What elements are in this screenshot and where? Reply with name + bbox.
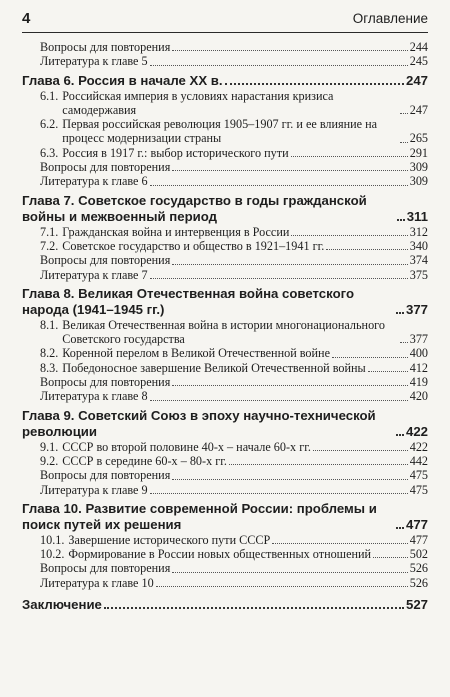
leader-dots [272,542,407,544]
toc-entry[interactable] [22,146,428,160]
leader-dots [150,64,408,66]
chapter-title: Заключение [22,597,102,613]
leader-dots [150,277,408,279]
leader-dots [396,311,404,314]
section-title: Формирование в России новых общественных отношений [68,547,372,562]
section-number: 10.2. [40,547,65,562]
section-title: Гражданская война и интервенция в России [62,224,290,239]
toc-entry-label [22,346,330,360]
leader-dots [172,478,407,480]
toc-entry-page: 442 [409,453,428,468]
leader-dots [400,141,408,143]
toc-entry-page: 420 [409,389,428,404]
chapter-page: 311 [406,208,428,224]
toc-entry-label: Вопросы для повторения [40,561,171,576]
chapter-heading[interactable] [22,286,428,318]
toc-entry-page: 400 [409,346,428,361]
toc-entry-page: 419 [409,375,428,390]
section-title: Россия в 1917 г.: выбор исторического пути [62,145,289,160]
section-title: Коренной перелом в Великой Отечественной войне [62,346,330,361]
chapter-title: Глава 8. Великая Отечественная война советского народа (1941–1945 гг.) [22,285,354,317]
toc-entry-page: 309 [409,174,428,189]
section-title: СССР во второй половине 40-х – начале 60-х гг. [62,439,311,454]
toc-entry[interactable] [22,375,428,389]
toc-entry-page: 309 [409,160,428,175]
section-number: 6.2. [40,117,59,132]
table-of-contents [22,40,428,613]
chapter-page: 377 [405,301,428,317]
chapter-page: 422 [405,423,428,439]
toc-entry-page: 340 [409,238,428,253]
toc-entry-page: 502 [409,547,428,562]
leader-dots [172,49,407,51]
toc-entry[interactable] [22,160,428,174]
toc-entry-page: 375 [409,267,428,282]
toc-entry[interactable] [22,225,428,239]
leader-dots [156,585,408,587]
section-number: 9.1. [40,439,59,454]
toc-entry[interactable] [22,576,428,590]
toc-entry-label [22,533,270,547]
leader-dots [326,248,407,250]
toc-entry-label: Литература к главе 10 [40,575,154,590]
section-number: 6.3. [40,145,59,160]
toc-entry-page: 247 [409,102,428,117]
leader-dots [172,384,407,386]
section-number: 6.1. [40,88,59,103]
toc-entry[interactable] [22,468,428,482]
toc-entry-page: 291 [409,145,428,160]
section-number: 8.3. [40,360,59,375]
toc-entry[interactable] [22,268,428,282]
toc-entry-label [22,361,366,375]
section-title: Российская империя в условиях нарастания кризиса самодержавия [62,88,334,117]
chapter-heading[interactable] [22,408,428,440]
leader-dots [229,463,408,465]
chapter-page: 527 [405,597,428,613]
leader-dots [150,399,408,401]
chapter-title: Глава 9. Советский Союз в эпоху научно-технической революции [22,407,376,439]
toc-entry-label [22,454,227,468]
toc-entry-label [22,318,398,347]
leader-dots [368,370,408,372]
toc-entry-page: 475 [409,468,428,483]
toc-entry-label: Вопросы для повторения [40,160,171,175]
running-title: Оглавление [352,11,428,26]
toc-entry[interactable] [22,389,428,403]
leader-dots [400,341,408,343]
chapter-title: Глава 6. Россия в начале XX в. [22,72,223,88]
section-number: 8.2. [40,346,59,361]
section-title: Первая российская революция 1905–1907 гг. и ее влияние на процесс модернизации страны [62,117,378,146]
leader-dots [225,82,404,85]
leader-dots [400,112,408,114]
toc-entry-page: 526 [409,575,428,590]
leader-dots [172,263,407,265]
toc-entry-label: Литература к главе 9 [40,482,148,497]
toc-entry-label [22,225,289,239]
chapter-heading[interactable] [22,501,428,533]
chapter-heading[interactable] [22,193,428,225]
toc-entry-label [22,89,398,118]
toc-entry[interactable] [22,440,428,454]
toc-entry-label: Литература к главе 6 [40,174,148,189]
toc-entry[interactable] [22,561,428,575]
toc-entry-label: Вопросы для повторения [40,40,171,54]
toc-entry-page: 374 [409,253,428,268]
leader-dots [373,556,408,558]
toc-entry-label: Вопросы для повторения [40,468,171,483]
toc-entry-page: 412 [409,360,428,375]
leader-dots [332,356,408,358]
toc-entry-label [22,117,398,146]
toc-entry-page: 526 [409,561,428,576]
page-header [22,8,428,33]
toc-entry[interactable] [22,40,428,54]
toc-entry-label [22,146,289,160]
toc-entry[interactable] [22,454,428,468]
toc-entry-label: Литература к главе 5 [40,54,148,69]
toc-entry-label: Вопросы для повторения [40,253,171,268]
toc-entry[interactable] [22,174,428,188]
leader-dots [397,218,405,221]
leader-dots [291,155,408,157]
toc-entry[interactable] [22,346,428,360]
toc-entry-label: Литература к главе 8 [40,389,148,404]
toc-entry[interactable] [22,533,428,547]
toc-entry-label [22,239,324,253]
toc-entry[interactable] [22,117,428,146]
leader-dots [396,526,404,529]
toc-entry-label: Литература к главе 7 [40,267,148,282]
section-title: Великая Отечественная война в истории многонационального Советского государства [62,317,385,347]
chapter-page: 477 [405,516,428,532]
leader-dots [313,449,408,451]
chapter-heading[interactable] [22,73,428,89]
toc-entry-label [22,440,311,454]
toc-entry-page: 245 [409,54,428,69]
leader-dots [172,169,407,171]
section-number: 9.2. [40,453,59,468]
toc-entry[interactable] [22,318,428,347]
toc-entry[interactable] [22,54,428,68]
toc-entry-page: 312 [409,224,428,239]
section-title: Завершение исторического пути СССР [68,532,271,547]
toc-entry-label [22,547,371,561]
toc-entry[interactable] [22,239,428,253]
section-number: 7.1. [40,224,59,239]
toc-entry[interactable] [22,361,428,375]
leader-dots [291,234,407,236]
toc-entry[interactable] [22,483,428,497]
toc-entry-page: 265 [409,131,428,146]
toc-entry-page: 477 [409,532,428,547]
toc-entry[interactable] [22,253,428,267]
leader-dots [150,492,408,494]
section-number: 10.1. [40,532,65,547]
section-number: 7.2. [40,238,59,253]
section-title: Советское государство и общество в 1921–1941 гг. [62,238,325,253]
toc-entry[interactable] [22,89,428,118]
chapter-page: 247 [405,72,428,88]
toc-entry-page: 475 [409,482,428,497]
leader-dots [150,184,408,186]
chapter-title: Глава 7. Советское государство в годы гражданской войны и межвоенный период [22,192,367,224]
section-title: Победоносное завершение Великой Отечественной войны [62,360,366,375]
toc-entry[interactable] [22,547,428,561]
leader-dots [104,606,404,609]
section-number: 8.1. [40,317,59,332]
chapter-title: Глава 10. Развитие современной России: проблемы и поиск путей их решения [22,500,377,532]
toc-entry-page: 244 [409,40,428,54]
section-title: СССР в середине 60-х – 80-х гг. [62,453,227,468]
toc-entry-page: 422 [409,439,428,454]
leader-dots [172,571,407,573]
toc-entry-page: 377 [409,332,428,347]
page-number: 4 [22,10,31,27]
leader-dots [396,433,404,436]
toc-entry-label: Вопросы для повторения [40,375,171,390]
chapter-heading[interactable] [22,597,428,613]
